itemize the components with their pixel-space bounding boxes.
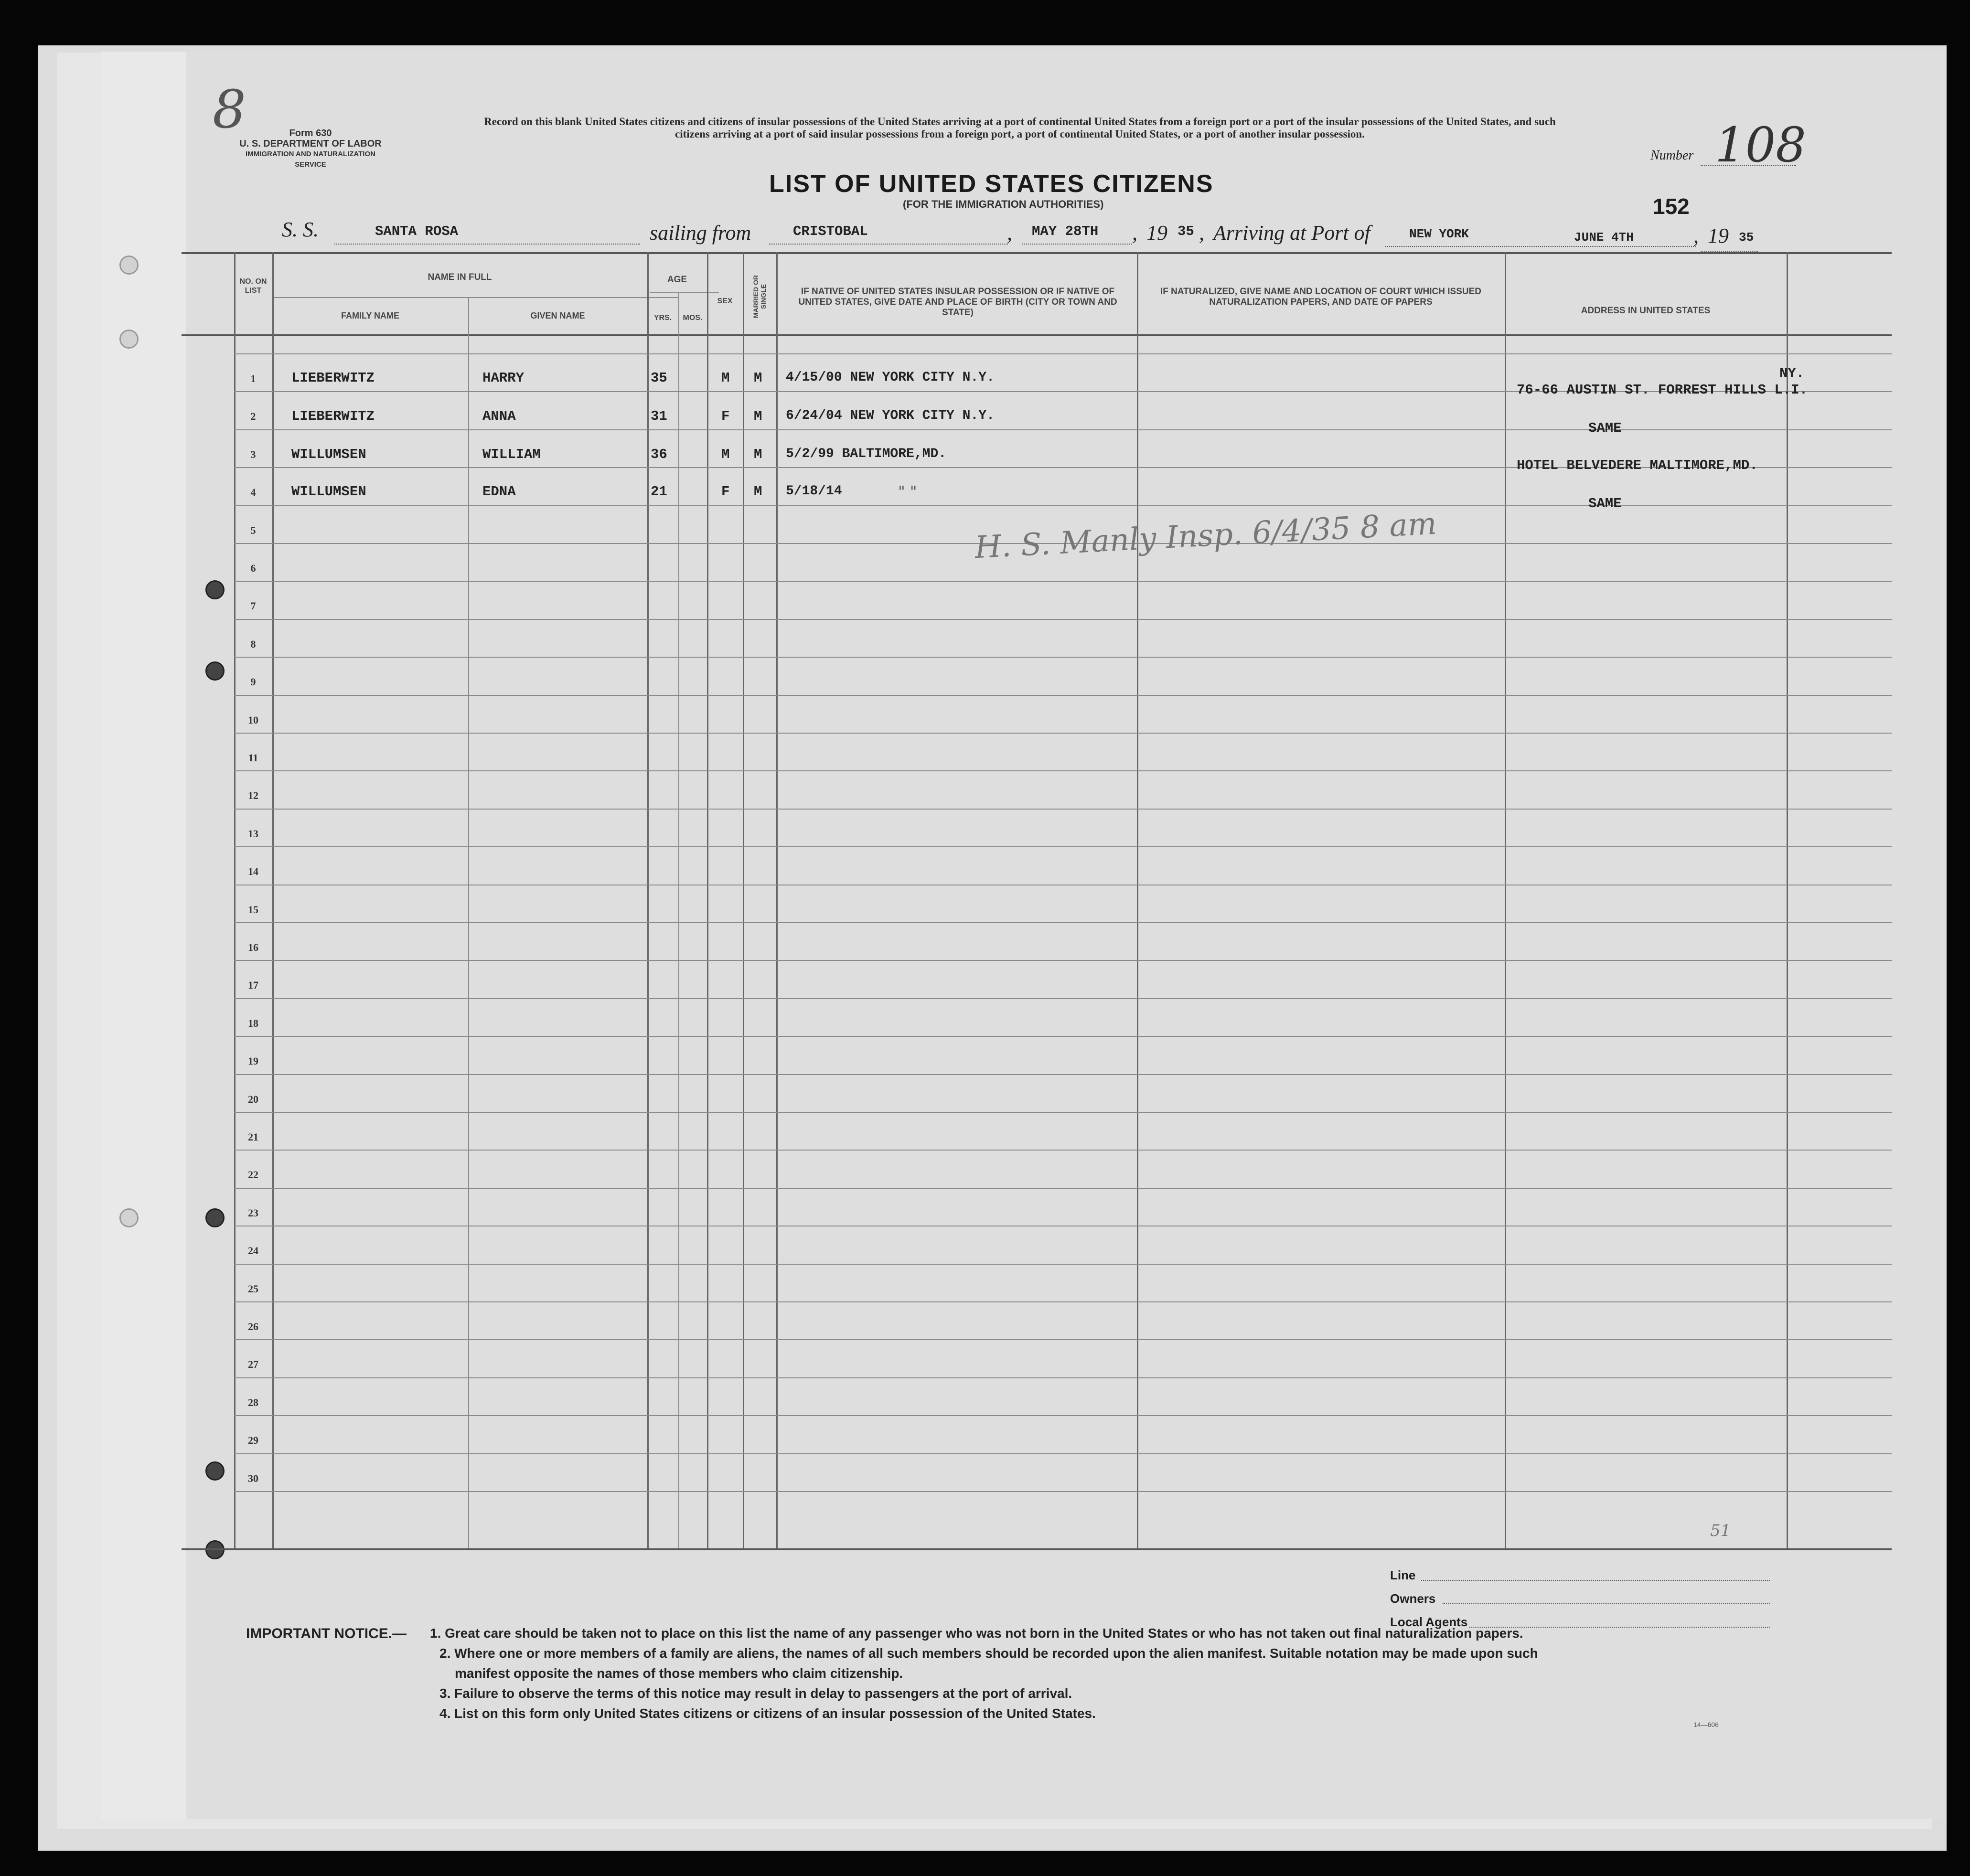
given-name-cell: EDNA <box>482 484 516 500</box>
col-divider <box>1505 252 1506 1548</box>
row-rule <box>234 1377 1892 1378</box>
sail-year: 35 <box>1178 224 1194 239</box>
notice-item-1: 1. Great care should be taken not to place on this list the name of any passenger who was not born in the United States or who has not taken out final naturalization papers. <box>430 1626 1523 1641</box>
arrival-year-prefix: 19 <box>1708 224 1729 247</box>
print-code: 14—606 <box>1693 1721 1719 1728</box>
corner-mark: 8 <box>213 79 246 140</box>
sex-cell: M <box>721 447 730 462</box>
service: IMMIGRATION AND NATURALIZATION SERVICE <box>246 150 375 169</box>
row-number: 13 <box>248 828 258 840</box>
punch-hole <box>205 580 225 599</box>
row-number: 15 <box>248 904 258 916</box>
comma-3: , <box>1199 221 1204 245</box>
row-rule <box>234 1188 1892 1189</box>
family-name-cell: LIEBERWITZ <box>291 370 375 386</box>
table-bottom-border <box>182 1548 1892 1550</box>
col-divider <box>272 252 274 1548</box>
pencil-page-number: 51 <box>1710 1521 1731 1540</box>
row-rule <box>234 733 1892 734</box>
row-rule <box>234 960 1892 961</box>
row-number: 17 <box>248 979 258 991</box>
row-rule <box>234 1264 1892 1265</box>
row-number: 29 <box>248 1434 258 1446</box>
row-number: 1 <box>250 373 256 384</box>
form-number: Form 630 <box>289 128 332 139</box>
punch-hole <box>119 256 139 275</box>
row-rule <box>234 1150 1892 1151</box>
row-rule <box>234 1036 1892 1037</box>
col-divider <box>1137 252 1138 1548</box>
col-divider <box>678 292 679 1548</box>
row-number: 23 <box>248 1207 258 1219</box>
birth-cell: 4/15/00 NEW YORK CITY N.Y. <box>786 370 995 385</box>
punch-hole <box>119 1208 139 1227</box>
col-divider <box>707 252 708 1548</box>
row-number: 4 <box>250 486 256 498</box>
col-naturalized: IF NATURALIZED, GIVE NAME AND LOCATION OF COURT WHICH ISSUED NATURALIZATION PAPERS, AND DATE OF PAPERS <box>1160 287 1481 307</box>
row-rule <box>234 429 1892 430</box>
marital-status-cell: M <box>754 370 762 386</box>
page-subtitle: (FOR THE IMMIGRATION AUTHORITIES) <box>903 198 1104 210</box>
col-birth: IF NATIVE OF UNITED STATES INSULAR POSSESSION OR IF NATIVE OF UNITED STATES, GIVE DATE AND PLACE OF BIRTH (CITY OR TOWN AND STATE) <box>798 287 1117 318</box>
given-name-cell: HARRY <box>482 370 525 386</box>
sail-year-prefix: 19 <box>1146 221 1167 245</box>
col-yrs: YRS. <box>653 314 672 322</box>
row-rule <box>234 998 1892 999</box>
ss-label: S. S. <box>282 218 319 241</box>
row-number: 21 <box>248 1131 258 1143</box>
row-number: 27 <box>248 1358 258 1370</box>
row-number: 9 <box>250 676 256 688</box>
row-rule <box>234 1339 1892 1340</box>
address-cell: HOTEL BELVEDERE MALTIMORE,MD. <box>1517 458 1758 473</box>
row-rule <box>234 505 1892 506</box>
row-rule <box>234 1491 1892 1492</box>
ship-name: SANTA ROSA <box>375 224 459 239</box>
row-rule <box>234 809 1892 810</box>
sex-cell: F <box>721 484 730 500</box>
marital-status-cell: M <box>754 408 762 424</box>
row-number: 8 <box>250 638 256 650</box>
row-rule <box>234 657 1892 658</box>
notice-item-4: 4. List on this form only United States citizens or citizens of an insular possession of the United States. <box>439 1706 1096 1721</box>
col-divider <box>234 252 236 1548</box>
table-top-border <box>182 252 1892 254</box>
row-number: 14 <box>248 865 258 877</box>
sex-cell: M <box>721 370 730 386</box>
birth-cell: 5/2/99 BALTIMORE,MD. <box>786 447 947 461</box>
row-number: 7 <box>250 600 256 612</box>
from-port-underline <box>769 244 1008 245</box>
sail-date-underline <box>1022 244 1132 245</box>
comma-1: , <box>1007 221 1012 245</box>
line-underline <box>1421 1580 1770 1581</box>
family-name-cell: WILLUMSEN <box>291 447 366 462</box>
arrival-year-underline <box>1701 251 1758 252</box>
address-cell: NY. <box>1779 365 1805 381</box>
row-number: 2 <box>250 410 256 422</box>
age-subheader-line <box>650 292 719 293</box>
notice-item-3: 3. Failure to observe the terms of this notice may result in delay to passengers at the port of arrival. <box>439 1686 1072 1701</box>
arrival-date: JUNE 4TH <box>1574 230 1634 245</box>
col-no-on-list: NO. ON LIST <box>239 277 267 295</box>
age-years-cell: 35 <box>651 370 667 386</box>
marital-status-cell: M <box>754 484 762 500</box>
owners-label: Owners <box>1390 1591 1436 1606</box>
row-number: 11 <box>248 752 258 764</box>
list-number: 108 <box>1715 117 1806 173</box>
col-name-in-full: NAME IN FULL <box>428 272 492 282</box>
arrival-port-underline <box>1385 246 1696 247</box>
address-cell: SAME <box>1588 496 1622 512</box>
birth-cell: 6/24/04 NEW YORK CITY N.Y. <box>786 408 995 423</box>
row-rule <box>234 1453 1892 1454</box>
col-family-name: FAMILY NAME <box>341 311 400 320</box>
row-rule <box>234 846 1892 847</box>
address-cell: SAME <box>1588 420 1622 436</box>
row-number: 28 <box>248 1396 258 1408</box>
page-title: LIST OF UNITED STATES CITIZENS <box>769 170 1214 198</box>
row-number: 24 <box>248 1245 258 1257</box>
birth-cell: 5/18/14 <box>786 484 842 499</box>
name-subheader-line <box>272 297 678 298</box>
number-label: Number <box>1650 148 1694 163</box>
col-divider <box>776 252 778 1548</box>
age-years-cell: 21 <box>651 484 667 500</box>
row-number: 18 <box>248 1017 258 1029</box>
row-rule <box>234 1301 1892 1302</box>
col-divider <box>647 252 649 1548</box>
col-divider <box>743 252 744 1548</box>
row-rule <box>234 581 1892 582</box>
row-number: 6 <box>250 562 256 574</box>
punch-hole <box>205 661 225 681</box>
col-given-name: GIVEN NAME <box>530 311 585 320</box>
owners-underline <box>1443 1603 1770 1604</box>
row-number: 5 <box>250 524 256 536</box>
family-name-cell: LIEBERWITZ <box>291 408 375 424</box>
age-years-cell: 36 <box>651 447 667 462</box>
punch-hole <box>205 1461 225 1481</box>
row-rule <box>234 770 1892 771</box>
row-number: 30 <box>248 1472 258 1484</box>
arrival-year: 35 <box>1739 230 1754 245</box>
row-number: 10 <box>248 714 258 726</box>
punch-hole <box>119 330 139 349</box>
comma-2: , <box>1132 221 1137 245</box>
row-rule <box>234 619 1892 620</box>
comma-4: , <box>1693 224 1699 247</box>
row-number: 25 <box>248 1283 258 1295</box>
department: U. S. DEPARTMENT OF LABOR <box>239 139 382 149</box>
notice-item-2: 2. Where one or more members of a family are aliens, the names of all such members should be recorded upon the alien manifest. Suitable notation may be made upon such <box>439 1646 1538 1661</box>
marital-status-cell: M <box>754 447 762 462</box>
col-divider <box>1787 252 1788 1548</box>
row-number: 26 <box>248 1321 258 1332</box>
arrival-port: NEW YORK <box>1409 227 1469 241</box>
record-note: Record on this blank United States citizens and citizens of insular possessions of the United States arriving at a port of continental United States from a foreign port or a port of the insular possessions of the United States, and such citizens arriving at a port of said insular possessions from a foreign port, a port of continental United States, or a port of another insular possession. <box>484 116 1556 140</box>
row-rule <box>234 1074 1892 1075</box>
sex-cell: F <box>721 408 730 424</box>
row-rule <box>234 1415 1892 1416</box>
row-rule <box>234 1112 1892 1113</box>
row-number: 16 <box>248 941 258 953</box>
row-rule <box>234 353 1892 354</box>
row-number: 20 <box>248 1093 258 1105</box>
notice-title: IMPORTANT NOTICE.— <box>246 1626 407 1642</box>
line-label: Line <box>1390 1568 1416 1582</box>
row-number: 19 <box>248 1055 258 1067</box>
row-number: 3 <box>250 448 256 460</box>
header-bottom-border <box>182 334 1892 336</box>
inspector-signature: H. S. Manly Insp. 6/4/35 8 am <box>974 506 1438 566</box>
family-name-cell: WILLUMSEN <box>291 484 366 500</box>
row-number: 12 <box>248 789 258 801</box>
given-name-cell: ANNA <box>482 408 516 424</box>
punch-hole <box>205 1208 225 1227</box>
notice-item-2-cont: manifest opposite the names of those members who claim citizenship. <box>455 1666 903 1681</box>
col-mos: MOS. <box>683 314 703 322</box>
col-age: AGE <box>667 275 687 285</box>
col-married-single: MARRIED OR SINGLE <box>752 275 767 319</box>
col-address: ADDRESS IN UNITED STATES <box>1581 306 1711 316</box>
col-sex: SEX <box>717 297 733 305</box>
sail-date: MAY 28TH <box>1032 224 1099 239</box>
ditto-mark: " " <box>898 482 917 501</box>
age-years-cell: 31 <box>651 408 667 424</box>
binding-margin <box>101 52 186 1819</box>
sailing-label: sailing from <box>650 221 751 245</box>
given-name-cell: WILLIAM <box>482 447 541 462</box>
from-port: CRISTOBAL <box>793 224 868 239</box>
arriving-label: Arriving at Port of <box>1213 221 1370 245</box>
row-number: 22 <box>248 1169 258 1181</box>
address-cell: 76-66 AUSTIN ST. FORREST HILLS L.I. <box>1517 382 1808 398</box>
row-rule <box>234 695 1892 696</box>
page-stamp: 152 <box>1653 194 1690 219</box>
ship-underline <box>334 244 640 245</box>
agents-label: Local Agents <box>1390 1615 1468 1629</box>
row-rule <box>234 922 1892 923</box>
